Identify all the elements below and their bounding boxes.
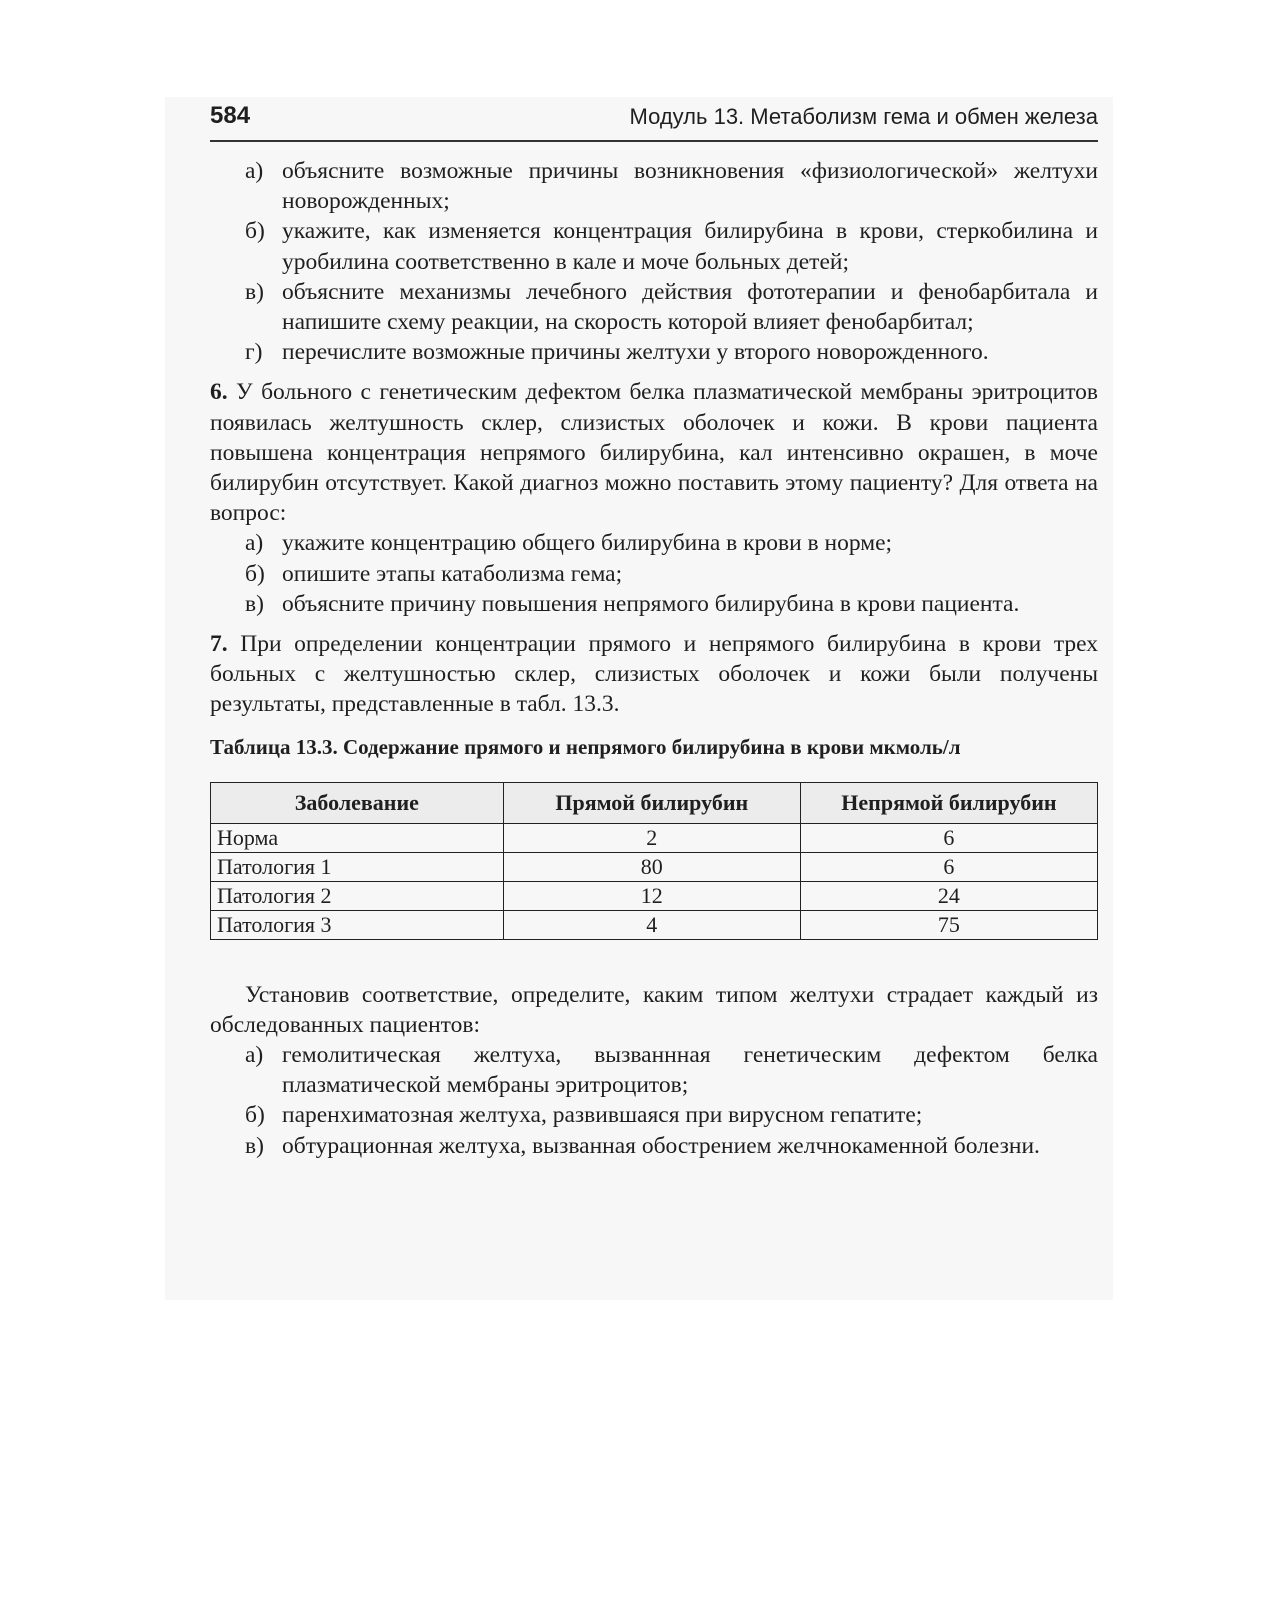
list-marker: в) [245,590,264,617]
list-marker: б) [245,560,265,587]
bilirubin-table [210,782,1098,940]
task-number: 6. [210,379,228,406]
list-marker: б) [245,1102,265,1129]
table-cell: 80 [503,852,800,881]
table-cell: 75 [800,910,1097,939]
task-7 [210,629,1098,720]
list-item-text: паренхиматозная желтуха, развившаяся при вирусном гепатите; [282,1102,923,1129]
list-marker: в) [245,278,264,305]
page-header [210,100,1098,142]
list-item-text: объясните механизмы лечебного действия фототерапии и фенобарбитала и напишите схему реакции, на скорость которой влияет фенобарбитал; [282,278,1098,336]
list-marker: в) [245,1132,264,1159]
table-row [211,881,1098,910]
list-item [210,589,1098,619]
list-item-text: гемолитическая желтуха, вызваннная генетическим дефектом белка плазматической мембраны эритроцитов; [282,1042,1098,1099]
list-item [210,559,1098,589]
table-cell: Патология 2 [211,881,504,910]
list-marker: г) [245,339,263,366]
page-number: 584 [210,102,251,129]
list-marker: а) [245,1042,264,1069]
list-item-text: укажите, как изменяется концентрация билирубина в крови, стеркобилина и уробилина соответственно в кале и моче больных детей; [282,218,1098,275]
list-item [210,277,1098,337]
list-item-text: укажите концентрацию общего билирубина в крови в норме; [282,530,893,557]
column-header: Заболевание [211,782,504,823]
table-cell: Норма [211,823,504,852]
list-marker: а) [245,530,264,557]
table-header-row [211,782,1098,823]
list-item [210,1040,1098,1100]
column-header: Прямой билирубин [503,782,800,823]
table-cell: 6 [800,852,1097,881]
page-content [210,156,1098,1161]
running-head: Модуль 13. Метаболизм гема и обмен железа [629,104,1098,129]
list-item-text: перечислите возможные причины желтухи у второго новорожденного. [282,339,989,366]
list-marker: б) [245,218,265,245]
table-cell: 6 [800,823,1097,852]
task-6-list [210,528,1098,619]
list-item [210,337,1098,367]
table-row [211,823,1098,852]
column-header: Непрямой билирубин [800,782,1097,823]
list-item-text: опишите этапы катаболизма гема; [282,560,623,587]
closing-paragraph: Установив соответствие, определите, каким типом желтухи страдает каждый из обследованных пациентов: [210,981,1098,1038]
table-cell: Патология 3 [211,910,504,939]
table-cell: 12 [503,881,800,910]
table-cell: 2 [503,823,800,852]
list-item [210,216,1098,276]
table-cell: 4 [503,910,800,939]
table-cell: Патология 1 [211,852,504,881]
table-cell: 24 [800,881,1097,910]
list-item [210,1131,1098,1161]
list-item-text: объясните возможные причины возникновения «физиологической» желтухи новорожденных; [282,158,1098,215]
list-marker: а) [245,158,264,184]
question-list-top [210,156,1098,367]
table-row [211,852,1098,881]
task-text: При определении концентрации прямого и непрямого билирубина в крови трех больных с желтушностью склер, слизистых оболочек и кожи были получены результаты, представленные в табл. 13.3. [210,631,1099,718]
table-caption: Таблица 13.3. Содержание прямого и непрямого билирубина в крови мкмоль/л [210,734,961,759]
closing-list [210,1040,1098,1161]
list-item-text: объясните причину повышения непрямого билирубина в крови пациента. [282,590,1020,617]
list-item [210,1100,1098,1130]
table-row [211,910,1098,939]
list-item [210,528,1098,558]
task-6 [210,377,1098,528]
list-item-text: обтурационная желтуха, вызванная обострением желчнокаменной болезни. [282,1132,1040,1159]
task-text: У больного с генетическим дефектом белка плазматической мембраны эритроцитов появилась желтушность склер, слизистых оболочек и кожи. В крови пациента повышена концентрация непрямого билирубина, кал интенсивно окрашен, в моче билирубин отсутствует. Какой диагноз можно поставить этому пациенту? Для ответа на вопрос: [210,379,1098,527]
list-item [210,156,1098,216]
task-number: 7. [210,631,228,658]
